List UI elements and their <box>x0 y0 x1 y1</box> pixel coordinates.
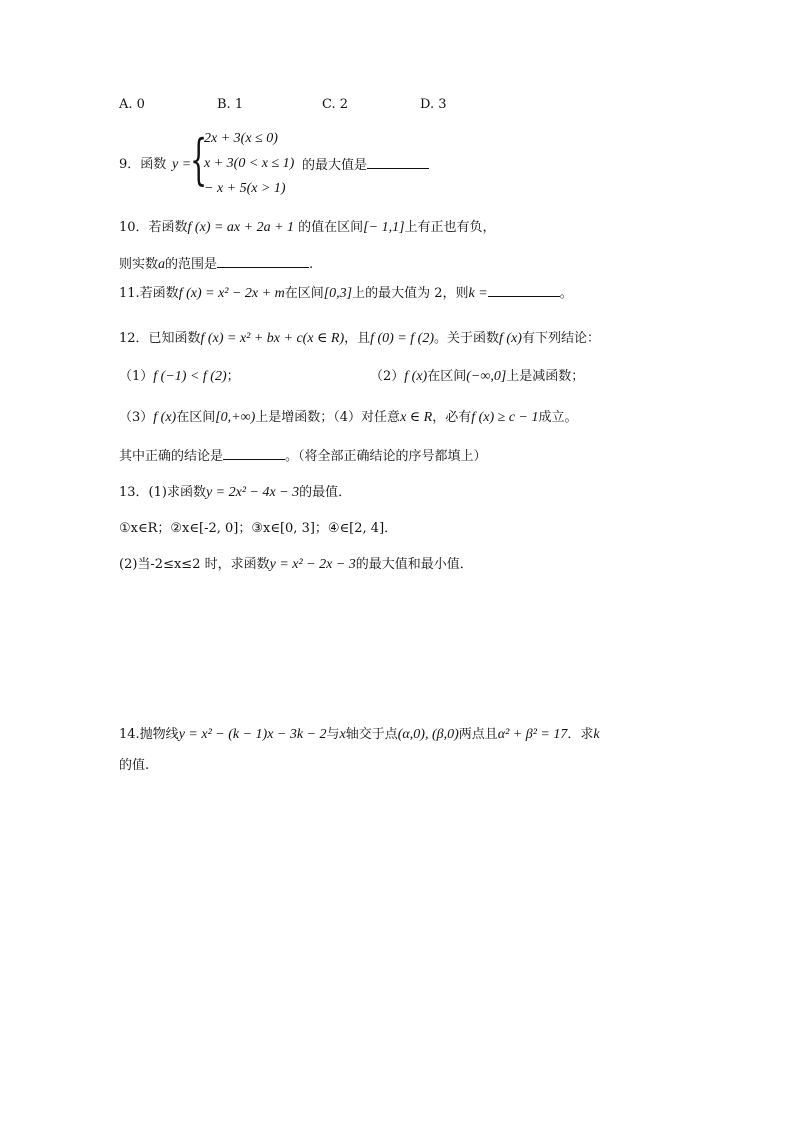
question-13-line-3: (2)当-2≤x≤2 时，求函数y = x² − 2x − 3的最大值和最小值． <box>119 557 473 572</box>
answer-blank[interactable] <box>223 447 285 460</box>
q9-tail: 的最大值是 <box>302 156 429 175</box>
answer-blank[interactable] <box>367 156 429 169</box>
question-14-line-2: 的值. <box>119 758 150 773</box>
option-a: A. 0 <box>119 97 145 112</box>
q9-piece-3: − x + 5(x > 1) <box>204 181 286 196</box>
question-12-statement-2: （2）f (x)在区间(−∞,0]上是减函数； <box>370 369 585 384</box>
answer-blank[interactable] <box>488 284 560 297</box>
option-b: B. 1 <box>217 97 244 112</box>
q9-lhs: y = <box>172 157 192 172</box>
q9-brace: { <box>190 128 208 191</box>
question-10-line-1: 10．若函数f (x) = ax + 2a + 1 的值在区间[− 1,1]上有正也有负， <box>119 220 496 235</box>
answer-blank[interactable] <box>217 255 309 268</box>
question-14-line-1: 14.抛物线y = x² − (k − 1)x − 3k − 2与x轴交于点(α,0), (β,0)两点且α² + β² = 17．求k <box>119 727 600 742</box>
question-13-line-2: ①x∈R；②x∈[-2, 0]；③x∈[0, 3]；④∈[2, 4]． <box>119 521 398 536</box>
question-12-answer: 其中正确的结论是 。（将全部正确结论的序号都填上） <box>119 449 487 464</box>
question-11: 11.若函数f (x) = x² − 2x + m在区间[0,3]上的最大值为 2，则k = 。 <box>119 286 573 301</box>
question-13-line-1: 13．(1)求函数y = 2x² − 4x − 3的最值． <box>119 485 352 500</box>
q9-piece-1: 2x + 3(x ≤ 0) <box>204 131 278 146</box>
q9-piece-2: x + 3(0 < x ≤ 1) <box>204 156 295 171</box>
question-10-line-2: 则实数a的范围是 . <box>119 257 314 272</box>
option-d: D. 3 <box>420 97 447 112</box>
option-c: C. 2 <box>322 97 349 112</box>
q9-lead: 9．函数 <box>119 157 167 172</box>
question-12-statement-1: （1）f (−1) < f (2)； <box>119 369 240 384</box>
question-12-statement-3-4: （3）f (x)在区间[0,+∞)上是增函数；（4）对任意x ∈ R，必有f (x) ≥ c − 1成立。 <box>119 410 578 425</box>
question-12-line-1: 12．已知函数f (x) = x² + bx + c(x ∈ R)，且f (0) = f (2)。关于函数f (x)有下列结论： <box>119 331 600 346</box>
